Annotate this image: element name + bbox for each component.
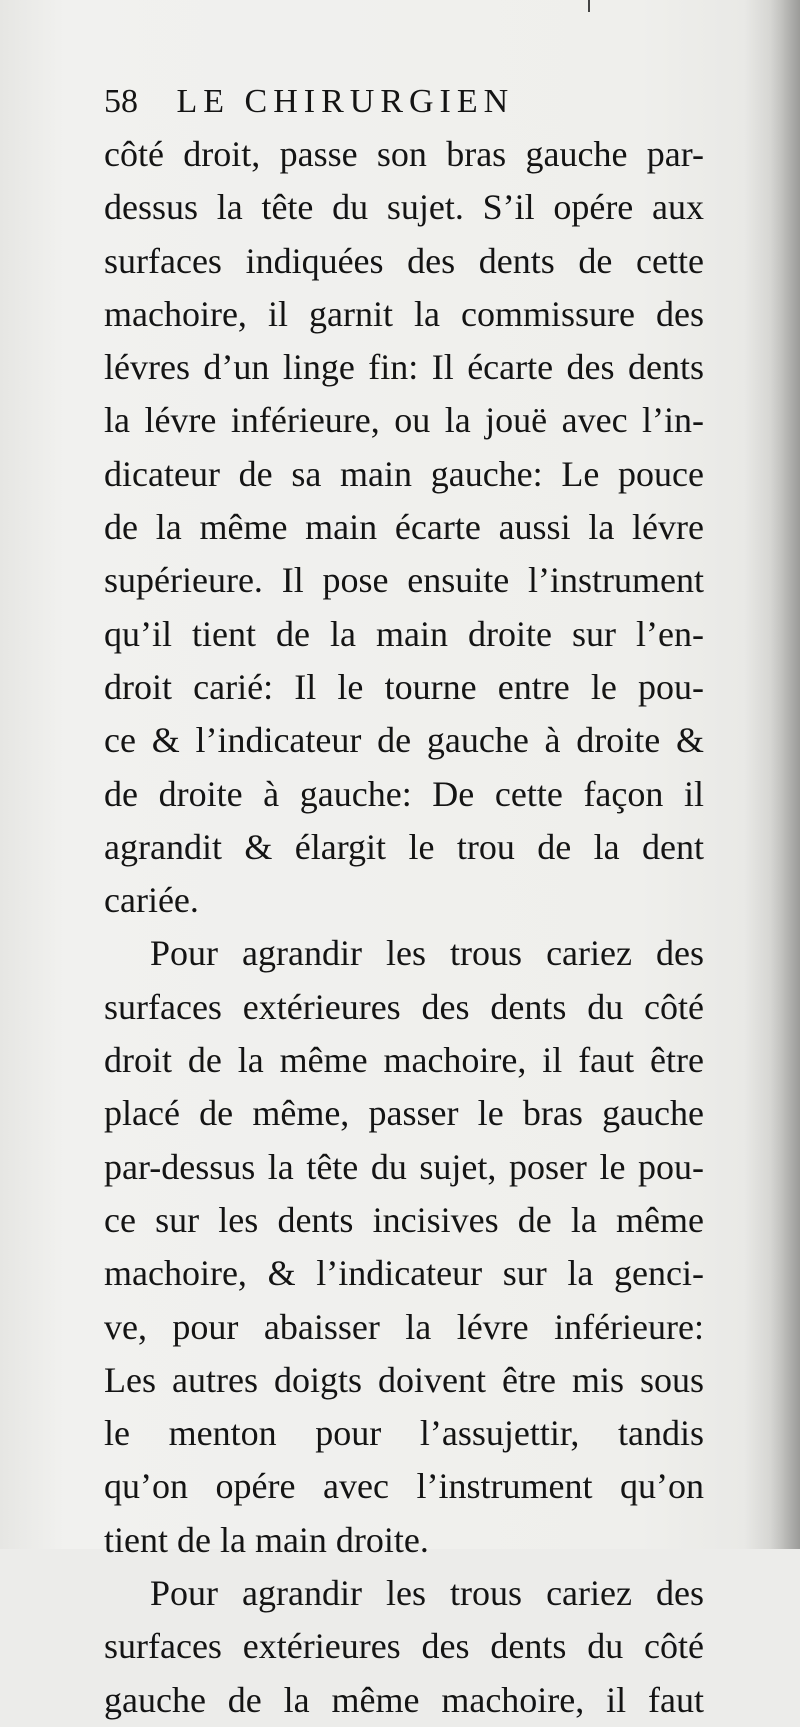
text-line: de droite à gauche: De cette façon il: [104, 773, 704, 814]
running-head: [104, 80, 704, 124]
text-line: de la même main écarte aussi la lévre: [104, 507, 704, 548]
text-line: gauche de la même machoire, il faut: [104, 1679, 704, 1720]
text-line: surfaces indiquées des dents de cette: [104, 240, 704, 281]
text-line: cariée.: [104, 880, 199, 921]
text-line: droit de la même machoire, il faut être: [104, 1040, 704, 1081]
body-text: [104, 128, 704, 1727]
text-line: Les autres doigts doivent être mis sous: [104, 1359, 704, 1400]
text-line: ce sur les dents incisives de la même: [104, 1199, 704, 1240]
text-line: ve, pour abaisser la lévre inférieure:: [104, 1306, 704, 1347]
printing-mark: [588, 0, 590, 12]
running-title: LE CHIRURGIEN: [176, 83, 515, 120]
page-edge-shadow: [770, 0, 800, 1549]
text-line: Pour agrandir les trous cariez des: [150, 933, 704, 974]
text-line: la lévre inférieure, ou la jouë avec l’in-: [104, 400, 704, 441]
text-line: ce & l’indicateur de gauche à droite &: [104, 720, 704, 761]
text-line: lévres d’un linge fin: Il écarte des dents: [104, 347, 704, 388]
text-line: surfaces extérieures des dents du côté: [104, 1626, 704, 1667]
text-line: machoire, & l’indicateur sur la genci-: [104, 1253, 704, 1294]
text-line: tient de la main droite.: [104, 1519, 429, 1560]
text-line: machoire, il garnit la commissure des: [104, 293, 704, 334]
text-line: le menton pour l’assujettir, tandis: [104, 1413, 704, 1454]
text-line: côté droit, passe son bras gauche par-: [104, 134, 704, 174]
text-line: placé de même, passer le bras gauche: [104, 1093, 704, 1134]
text-line: supérieure. Il pose ensuite l’instrument: [104, 560, 704, 601]
text-line: Pour agrandir les trous cariez des: [150, 1573, 704, 1614]
text-line: agrandit & élargit le trou de la dent: [104, 826, 704, 867]
text-line: qu’on opére avec l’instrument qu’on: [104, 1466, 704, 1507]
text-line: qu’il tient de la main droite sur l’en-: [104, 613, 704, 654]
text-line: surfaces extérieures des dents du côté: [104, 986, 704, 1027]
text-line: dessus la tête du sujet. S’il opére aux: [104, 187, 704, 228]
page-number: 58: [104, 83, 138, 120]
text-line: dicateur de sa main gauche: Le pouce: [104, 453, 704, 494]
text-line: par-dessus la tête du sujet, poser le pou-: [104, 1146, 704, 1187]
text-line: droit carié: Il le tourne entre le pou-: [104, 666, 704, 707]
